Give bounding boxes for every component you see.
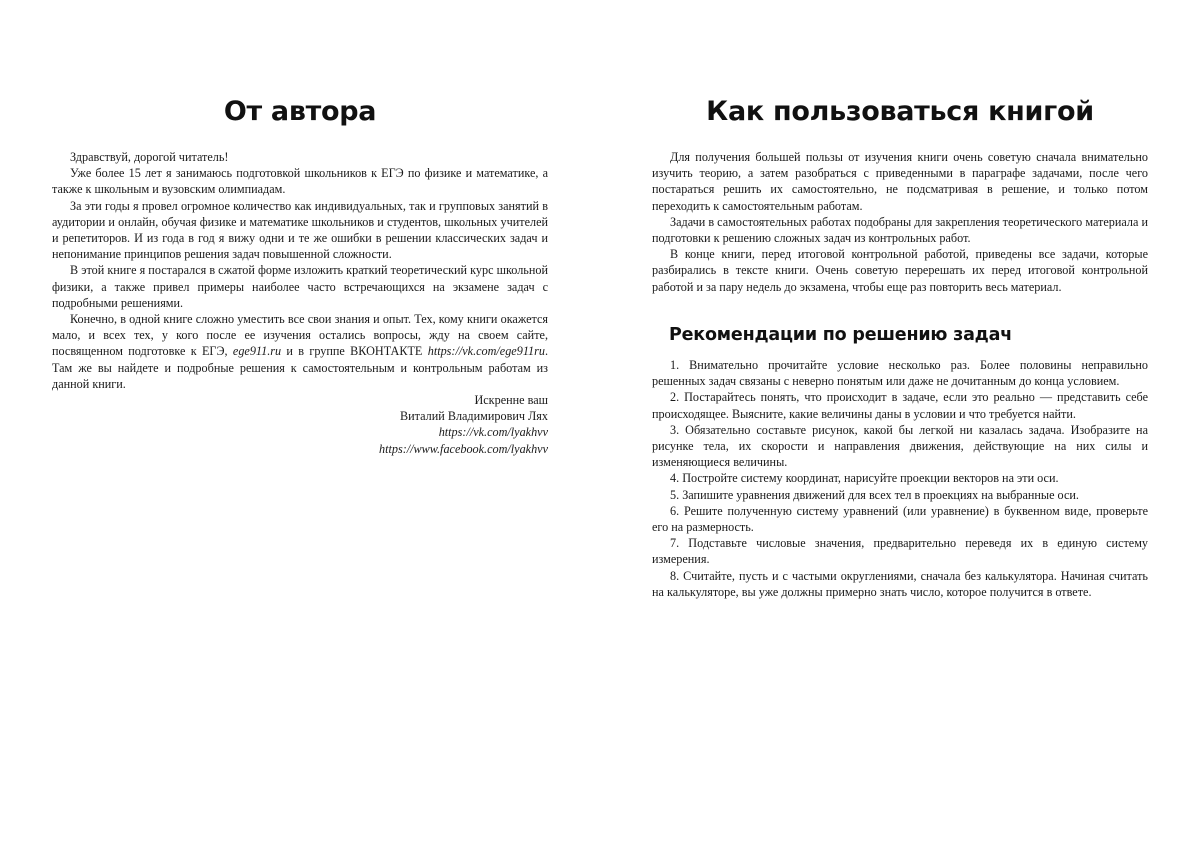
section-title: Рекомендации по решению задач xyxy=(669,325,1013,345)
list-item: 8. Считайте, пусть и с частыми округлениями, сначала без калькулятора. Начиная считать на калькуляторе, вы уже должны примерно знать число, которое получится в ответе. xyxy=(652,568,1148,599)
author-text xyxy=(52,149,548,457)
paragraph: Уже более 15 лет я занимаюсь подготовкой школьников к ЕГЭ по физике и математике, а также к школьным и вузовским олимпиадам. xyxy=(52,166,548,197)
list-item: 2. Постарайтесь понять, что происходит в задаче, если это реально — представить себе происходящее. Выясните, какие величины даны в условии и что требуется найти. xyxy=(652,390,1148,421)
usage-text xyxy=(652,149,1148,295)
paragraph: Для получения большей пользы от изучения книги очень советую сначала внимательно изучить теорию, а затем разобраться с приведенными в параграфе задачами, после чего постараться решить их самостоятельно, не подсматривая в решение, и только потом переходить к самостоятельным работам. xyxy=(652,150,1148,213)
vk-group-link[interactable]: https://vk.com/ege911ru xyxy=(427,344,545,359)
paragraph: Задачи в самостоятельных работах подобраны для закрепления теоретического материала и подготовки к решению сложных задач из контрольных работ. xyxy=(652,214,1148,246)
paragraph: За эти годы я провел огромное количество как индивидуальных, так и групповых занятий в аудитории и онлайн, обучая физике и математике школьников и студентов, школьных учителей и репетиторов. И из года в год я вижу одни и те же ошибки в решении классических задач и непонимание принципов решения задач повышенной сложности. xyxy=(52,198,548,262)
page-title: От автора xyxy=(223,96,377,127)
list-item: 1. Внимательно прочитайте условие несколько раз. Более половины неправильно решенных задач связаны с неверно понятым или даже не дочитанным до конца условием. xyxy=(652,358,1148,389)
paragraph: В конце книги, перед итоговой контрольной работой, приведены все задачи, которые разбирались в тексте книги. Очень советую перерешать их перед итоговой контрольной работой и за пару недель до экзамена, чтобы еще раз повторить весь материал. xyxy=(652,247,1148,294)
signature-facebook-link[interactable]: https://www.facebook.com/lyakhvv xyxy=(379,441,548,456)
list-item: 5. Запишите уравнения движений для всех тел в проекциях на выбранные оси. xyxy=(670,487,1079,502)
signature-name: Виталий Владимирович Лях xyxy=(400,409,548,424)
page-title: Как пользоваться книгой xyxy=(706,96,1094,127)
site-link[interactable]: ege911.ru xyxy=(232,344,282,359)
paragraph-text: и в группе ВКОНТАКТЕ xyxy=(281,344,428,359)
paragraph: В этой книге я постарался в сжатой форме изложить краткий теоретический курс школьной физики, а также привел примеры наиболее часто встречающихся на экзамене задач с подробными решениями. xyxy=(52,263,548,310)
list-item: 4. Постройте систему координат, нарисуйте проекции векторов на эти оси. xyxy=(670,471,1059,486)
signature-vk-link[interactable]: https://vk.com/lyakhvv xyxy=(438,425,548,440)
list-item: 6. Решите полученную систему уравнений (или уравнение) в буквенном виде, проверьте его на размерность. xyxy=(652,503,1148,535)
greeting: Здравствуй, дорогой читатель! xyxy=(70,150,229,164)
recommendations-list xyxy=(652,357,1148,600)
paragraph xyxy=(52,311,548,392)
paragraph-text: . Там же вы найдете и подробные решения к самостоятельным и контрольным работам из данной книги. xyxy=(52,344,548,391)
paragraph-text: Конечно, в одной книге сложно уместить все свои знания и опыт. Тех, кому книги окажется мало, и всех тех, у кого после ее изучения остались вопросы, жду на своем сайте, посвященном подготовке к ЕГЭ, xyxy=(52,312,548,359)
list-item: 3. Обязательно составьте рисунок, какой бы легкой ни казалась задача. Изобразите на рисунке тела, их скорости и направления движения, действующие на них силы и изменяющиеся величины. xyxy=(652,422,1148,470)
list-item: 7. Подставьте числовые значения, предварительно переведя их в единую систему измерения. xyxy=(652,536,1148,567)
signature-regards: Искренне ваш xyxy=(474,393,548,408)
